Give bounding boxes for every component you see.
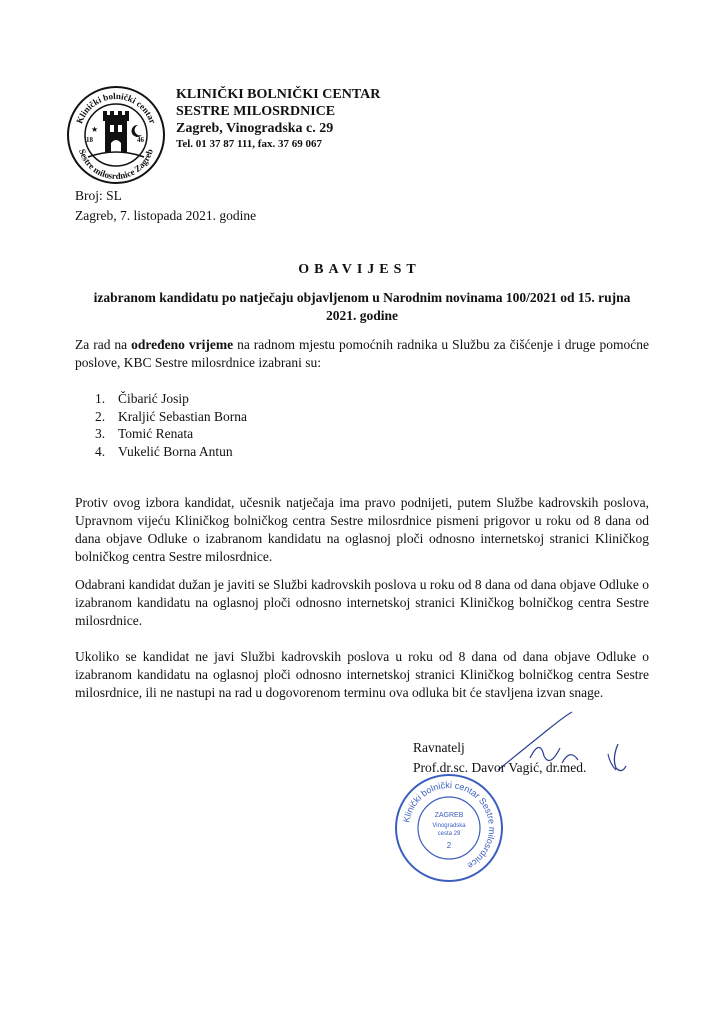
list-item-name: Čibarić Josip xyxy=(118,391,189,406)
stamp-street: Vinogradska xyxy=(432,823,466,829)
document-number: Broj: SL xyxy=(75,188,122,203)
list-item-number: 1. xyxy=(95,391,106,406)
revocation-paragraph: Ukoliko se kandidat ne javi Službi kadrovskih poslova u roku od 8 dana od dana objave Odluke o izabranom kandidatu na oglasnoj ploči odnosno internetskoj stranici Kliničkog bolničkog centra Sestre milosrdnice, ili ne nastupi na rad u dogovorenom terminu ova odluka bit će stavljena izvan snage. xyxy=(75,649,649,700)
list-item-number: 2. xyxy=(95,408,106,424)
report-duty-paragraph: Odabrani kandidat dužan je javiti se Službi kadrovskih poslova u roku od 8 dana od dana objave Odluke o izabranom kandidatu na oglasnoj ploči odnosno internetskoj stranici Kliničkog bolničkog centra Sestre milosrdnice. xyxy=(75,577,649,628)
list-item-number: 3. xyxy=(95,426,106,441)
document-place-date: Zagreb, 7. listopada 2021. godine xyxy=(75,208,257,223)
list-item xyxy=(95,408,247,426)
letterhead xyxy=(176,86,380,151)
institution-address: Zagreb, Vinogradska c. 29 xyxy=(176,121,334,136)
list-item-name: Kraljić Sebastian Borna xyxy=(118,408,247,424)
stamp-number: 2 xyxy=(446,841,452,850)
signatory-name: Prof.dr.sc. Davor Vagić, dr.med. xyxy=(413,760,587,775)
document-title: OBAVIJEST xyxy=(298,262,421,277)
objection-paragraph: Protiv ovog izbora kandidat, učesnik natječaja ima pravo podnijeti, putem Službe kadrovskih poslova, Upravnom vijeću Kliničkog bolničkog centra Sestre milosrdnice pismeni prigovor u roku od 8 dana od dana objave Odluke o izabranom kandidatu na oglasnoj ploči odnosno internetskoj stranici Kliničkog bolničkog centra Sestre milosrdnice. xyxy=(75,495,649,564)
svg-text:★: ★ xyxy=(91,125,99,134)
intro-paragraph xyxy=(75,336,649,372)
hospital-logo xyxy=(66,85,166,185)
institution-phone: Tel. 01 37 87 111, fax. 37 69 067 xyxy=(176,138,322,150)
official-stamp xyxy=(393,772,505,884)
document-meta xyxy=(75,186,256,226)
institution-name-line1: KLINIČKI BOLNIČKI CENTAR xyxy=(176,87,381,102)
list-item-number: 4. xyxy=(95,443,106,459)
logo-year-right: 46 xyxy=(137,136,144,144)
list-item xyxy=(95,443,247,461)
svg-text:Klinički bolnički centar: Klinički bolnički centar xyxy=(74,90,158,126)
intro-text-after: na radnom mjestu pomoćnih radnika u Službu za čišćenje i druge pomoćne poslove, KBC Sestre milosrdnice izabrani su: xyxy=(75,337,649,370)
signatory-role: Ravnatelj xyxy=(413,740,465,755)
stamp-city: ZAGREB xyxy=(434,812,464,819)
list-item-name: Vukelić Borna Antun xyxy=(118,443,233,459)
candidate-list xyxy=(95,390,247,460)
subtitle-line2: 2021. godine xyxy=(325,308,398,323)
svg-text:Klinički bolnički centar Sestr: Klinički bolnički centar Sestre milosrdnice xyxy=(401,779,498,871)
subtitle-line1: izabranom kandidatu po natječaju objavljenom u Narodnim novinama 100/2021 od 15. rujna xyxy=(93,290,631,305)
document-subtitle xyxy=(75,289,649,325)
list-item xyxy=(95,390,247,408)
svg-text:Sestre milosrdnice Zagreb: Sestre milosrdnice Zagreb xyxy=(77,147,155,182)
list-item-name: Tomić Renata xyxy=(118,426,194,441)
institution-name-line2: SESTRE MILOSRDNICE xyxy=(176,104,336,119)
list-item xyxy=(95,425,247,443)
logo-year-left: 18 xyxy=(86,136,93,144)
stamp-street-number: cesta 29 xyxy=(437,831,461,837)
intro-text-bold: određeno vrijeme xyxy=(131,337,234,352)
intro-text-before: Za rad na xyxy=(75,337,132,352)
